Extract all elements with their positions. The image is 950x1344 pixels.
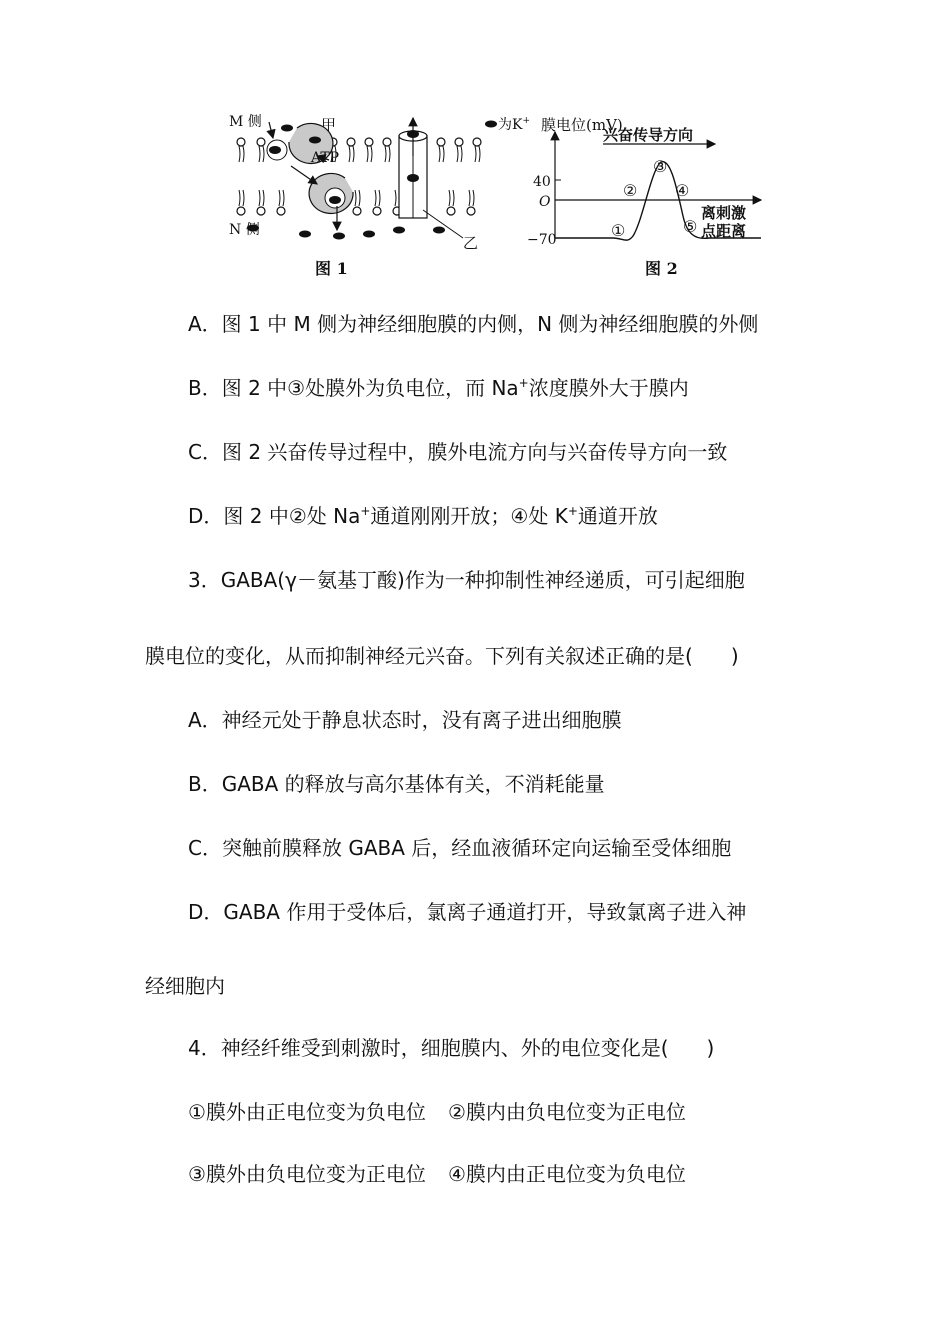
q4-item-2: ②膜内由负电位变为正电位: [447, 1100, 686, 1124]
q4-items-row1: [188, 1098, 686, 1126]
figure-svg: [225, 110, 785, 282]
q4-stem-text: 4．神经纤维受到刺激时，细胞膜内、外的电位变化是(: [188, 1036, 669, 1060]
direction-label: 兴奋传导方向: [603, 126, 694, 144]
q2-option-b-text-end: 浓度膜外大于膜内: [528, 376, 689, 400]
q2-option-d-text: D．图 2 中②处 Na: [188, 504, 361, 528]
q2-option-a: A．图 1 中 M 侧为神经细胞膜的内侧，N 侧为神经细胞膜的外侧: [188, 312, 759, 336]
q2-option-b-text: B．图 2 中③处膜外为负电位，而 Na: [188, 376, 519, 400]
fig1-membrane: [229, 114, 530, 278]
jia-label: 甲: [321, 116, 337, 134]
lower-lipid-tails: [239, 190, 474, 206]
tick-40: 40: [533, 174, 551, 190]
q3-option-b: B．GABA 的释放与高尔基体有关，不消耗能量: [188, 772, 605, 796]
fig1-caption: 图 1: [315, 259, 348, 278]
superscript: +: [567, 504, 578, 518]
tick-neg70: −70: [527, 232, 557, 248]
carrier-protein-jia-lower: [309, 173, 353, 213]
point-5: ⑤: [683, 217, 698, 236]
x-label-line1: 离刺激: [701, 204, 747, 222]
q2-option-d-text-end: 通道开放: [577, 504, 658, 528]
n-side-label: N 侧: [229, 222, 260, 238]
q3-stem-close: ): [730, 644, 739, 668]
q3-option-c: C．突触前膜释放 GABA 后，经血液循环定向运输至受体细胞: [188, 836, 732, 860]
q4-item-3: ③膜外由负电位变为正电位: [188, 1162, 426, 1186]
q4-item-1: ①膜外由正电位变为负电位: [188, 1100, 426, 1124]
atp-label: ATP: [311, 150, 340, 166]
q4-stem: [188, 1034, 714, 1062]
q4-items-row2: [188, 1160, 686, 1188]
q2-option-c: C．图 2 兴奋传导过程中，膜外电流方向与兴奋传导方向一致: [188, 440, 728, 464]
q3-stem-line2: [145, 642, 739, 670]
point-1: ①: [611, 221, 626, 240]
q2-option-d: [188, 502, 658, 530]
m-side-label: M 侧: [229, 114, 262, 130]
x-label-line2: 点距离: [701, 222, 747, 240]
lower-lipid-heads: [237, 207, 475, 215]
fig2-graph: [527, 116, 761, 278]
q3-option-a: A．神经元处于静息状态时，没有离子进出细胞膜: [188, 708, 622, 732]
q3-stem-text: 膜电位的变化，从而抑制神经元兴奋。下列有关叙述正确的是(: [145, 644, 693, 668]
q3-option-d-line1: D．GABA 作用于受体后，氯离子通道打开，导致氯离子进入神: [188, 900, 747, 924]
q4-stem-close: ): [706, 1036, 715, 1060]
transport-arrows: [269, 118, 413, 230]
point-2: ②: [623, 181, 638, 200]
point-3: ③: [653, 157, 668, 176]
q2-option-d-text-mid: 通道刚刚开放；④处 K: [370, 504, 568, 528]
yi-label: 乙: [463, 234, 479, 252]
yi-pointer: [423, 210, 463, 238]
q3-option-d-line2: 经细胞内: [145, 974, 225, 998]
q3-stem-line1: 3．GABA(γ－氨基丁酸)作为一种抑制性神经递质，可引起细胞: [188, 568, 745, 592]
q2-option-b: [188, 374, 689, 402]
k-legend: 为K+: [498, 116, 531, 133]
superscript: +: [518, 376, 529, 390]
figure-membrane-potential: [225, 110, 785, 282]
q4-item-4: ④膜内由正电位变为负电位: [447, 1162, 686, 1186]
superscript: +: [360, 504, 371, 518]
point-4: ④: [675, 181, 690, 200]
tick-0: O: [539, 194, 551, 210]
y-axis-label: 膜电位(mV): [541, 116, 623, 134]
fig2-caption: 图 2: [645, 259, 678, 278]
